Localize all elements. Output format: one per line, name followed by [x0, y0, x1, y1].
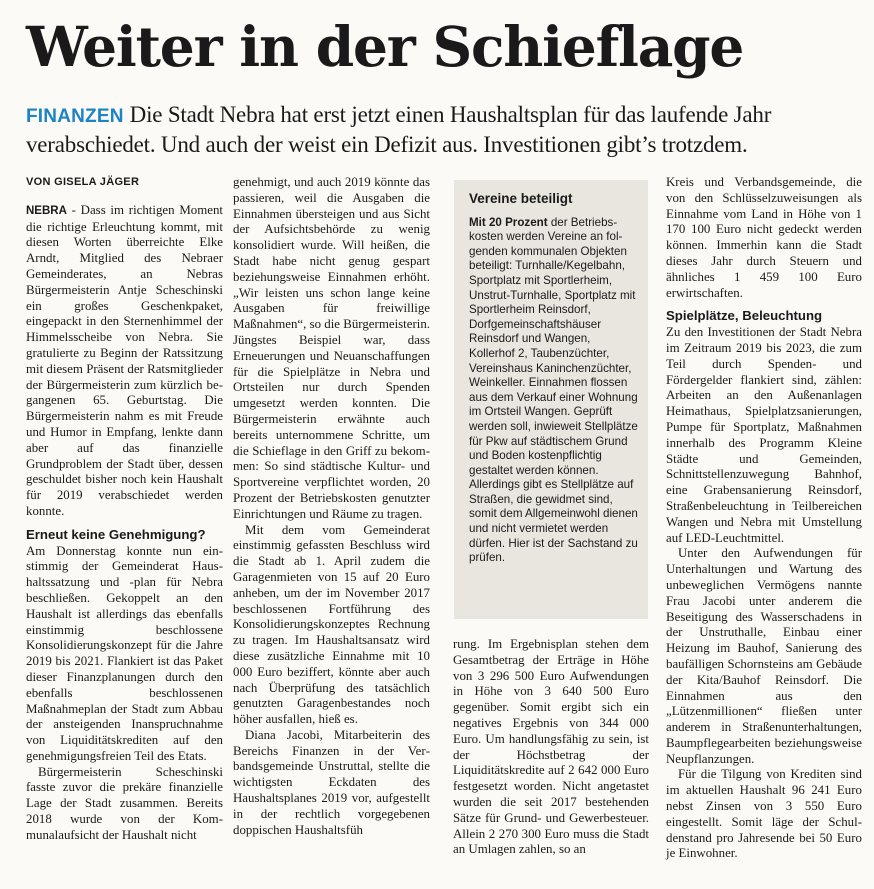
paragraph: Bürgermeisterin Scheschinski fasste zuvor die prekäre finanzielle Lage der Stadt zusammen. Bereits 2018 wurde von der Kommunalaufsicht der Haushalt nicht [26, 764, 223, 842]
info-box-title: Vereine beteiligt [469, 191, 573, 206]
paragraph: Für die Tilgung von Krediten sind im aktuellen Haushalt 96 241 Euro nebst Zinsen von 3 550 Euro eingestellt. Somit läge der Schuldenstand pro Jahresende bei 50 Euro je Einwohner. [666, 767, 862, 861]
info-box-text [469, 216, 638, 566]
column-3 [453, 637, 649, 858]
paragraph: genehmigt, und auch 2019 könnte das passieren, weil die Ausgaben die Einnahmen übersteigen und aus Sicht der Aufsichtsbehörde zu wenig konsolidiert wurde. Will heißen, die Stadt habe nicht genug gespart beziehungsweise Einnahmen erhöht. „Wir leisten uns schon lange keine Ausgaben für freiwillige Maßnahmen“, so die Bürgermeisterin. Jüngstes Beispiel war, dass Erneuerungen und Neuanschaffungen für die Spielplätze in Nebra und Ortsteilen nur durch Spenden umgesetzt werden konnten. Die Bürgermeisterin erwähnte auch bereits unternommene Schritte, um die Schieflage in den Griff zu bekommen: So sind städtische Kultur- und Sportvereine verpflichtet worden, 20 Prozent der Betriebskosten genutzter Einrichtungen und Räume zu tragen. [233, 175, 431, 521]
headline: Weiter in der Schieflage [26, 14, 744, 79]
info-box-lead: Mit 20 Prozent [469, 215, 548, 229]
paragraph: Kreis und Verbandsgemeinde, die von den Schlüsselzuweisungen als Einnahme vom Land in Höhe von 1 170 100 Euro nicht gedeckt werden können. Immerhin kann die Stadt dieses Jahr durch Steuern und ähnliches 1 459 100 Euro erwirtschaften. [666, 175, 862, 300]
info-box-body: der Betriebskosten werden Vereine an folgenden kommunalen Objekten beteiligt: Turnhalle/Kegelbahn, Sportplatz mit Sportlerheim, Unstrut-Turnhalle, Sportplatz mit Sportlerheim Reinsdorf, Dorfgemeinschaftshäuser Reinsdorf und Wangen, Kollerhof 2, Taubenzüchter, Vereinshaus Kaninchenzüchter, Weinkeller. Einnahmen flossen aus dem Verkauf einer Wohnung im Ortsteil Wangen. Geprüft werden soll, inwieweit Stellplätze für Pkw auf städtischem Grund und Boden kostenpflichtig gestaltet werden können. Allerdings gibt es Stellplätze auf Straßen, die gewidmet sind, somit dem Allgemeinwohl dienen und nicht vermietet werden dürfen. Hier ist der Sachstand zu prüfen. [469, 215, 638, 565]
column-4 [666, 175, 862, 862]
rubric-label: FINANZEN [26, 106, 124, 127]
paragraph [26, 203, 223, 520]
column-2 [233, 175, 430, 838]
paragraph: Mit dem vom Gemeinderat einstimmig gefassten Beschluss wird die Stadt ab 1. April zudem die Garagenmieten von 15 auf 20 Euro anheben, um der im November 2017 beschlossenen Fortführung des Konsolidierungskonzeptes Rechnung zu tragen. Im Haushaltsansatz wird diese zusätzliche Einnahme mit 10 000 Euro beziffert, könnte aber auch nach Überprüfung des tatsächlich genutzten Garagenbestandes noch höher ausfallen, hieß es. [233, 522, 430, 727]
subhead: Spielplätze, Beleuchtung [666, 308, 823, 324]
deck-text: Die Stadt Nebra hat erst jetzt einen Haushaltsplan für das laufende Jahr verabschiedet. Und auch der weist ein Defizit aus. Investitionen gibt’s trotzdem. [26, 102, 772, 157]
paragraph: Unter den Aufwendungen für Unterhaltungen und Wartung des unbeweglichen Vermögens nannte Frau Jacobi unter anderem die Beseitigung des Wasserschadens in der Unstruthalle, Einbau einer Heizung im Bauhof, Sanierung des baufälligen Schornsteins am Gebäude der Kita/Bauhof Reinsdorf. Die Einnahmen aus den „Lützenmillionen“ fließen unter anderem in Straßenunterhaltungen, Baumpflegearbeiten beziehungsweise Neupflanzungen. [666, 546, 862, 766]
subhead: Erneut keine Genehmigung? [26, 526, 206, 542]
byline: VON GISELA JÄGER [26, 176, 140, 188]
paragraph: Diana Jacobi, Mitarbeiterin des Bereichs Finanzen in der Verbandsgemeinde Unstruttal, stellte die wichtigsten Eckdaten des Haushaltsplanes 2019 vor, aufgestellt in der rechtlich vorgegebenen doppischen Haushaltsfüh [233, 727, 430, 837]
paragraph-text: - Dass im richtigen Moment die richtige Erleuchtung kommt, mit diesen Worten überreichte Elke Arndt, Mitglied des Nebraer Gemeinderates, an Nebras Bürgermeisterin Antje Scheschinski ein großes Geschenkpaket, eingepackt in den Sternenhimmel der Himmelsscheibe von Nebra. Sie gratulierte zu Beginn der Ratssitzung mit diesem Präsent der Ratsmitglieder der Bürgermeisterin zum kürzlich begangenen 65. Geburtstag. Die Bürgermeisterin nahm es mit Freude und Humor in Empfang, lenkte dann aber auf das finanzielle Grundproblem der Stadt über, dessen geschuldet bisher noch kein Haushalt für 2019 verabschiedet werden konnte. [26, 202, 223, 518]
paragraph: Am Donnerstag konnte nun einstimmig der Gemeinderat Haushaltssatzung und -plan für Nebra beschließen. Gekoppelt an den Haushalt ist allerdings das ebenfalls einstimmig beschlossene Konsolidierungskonzept für die Jahre 2019 bis 2021. Flankiert ist das Paket dieser Finanzplanungen durch den ebenfalls beschlossenen Maßnahmeplan der Stadt zum Abbau der ansteigenden Inanspruchnahme von Liquiditätskrediten auf den genehmigungsfreien Teil des Etats. [26, 543, 223, 763]
paragraph: rung. Im Ergebnisplan stehen dem Gesamtbetrag der Erträge in Höhe von 3 296 500 Euro Aufwendungen in Höhe von 3 640 500 Euro gegenüber. Somit ergibt sich ein negatives Ergebnis von 344 000 Euro. Um handlungsfähig zu sein, ist der Höchstbetrag der Liquiditätskredite auf 2 642 000 Euro festgesetzt worden. Nicht angetastet wurden die seit 2017 bestehenden Sätze für Grund- und Gewerbesteuer. Allein 2 270 300 Euro muss die Stadt an Umlagen zahlen, so an [453, 637, 649, 857]
deck [26, 101, 856, 159]
paragraph: Zu den Investitionen der Stadt Nebra im Zeitraum 2019 bis 2023, die zum Teil durch Spenden- und Fördergelder flankiert sind, zählen: Arbeiten an den Außenanlagen Heimathaus, Spielplatzsanierungen, Pumpe für Sportplatz, Maßnahmen innerhalb des Programm Kleine Städte und Gemeinden, Schnittstellenzuwegung Bahnhof, eine Grabensanierung Reinsdorf, Straßenbeleuchtung in Teilbereichen Wangen und Nebra mit Umstellung auf LED-Leuchtmittel. [666, 325, 862, 545]
dateline: NEBRA [26, 204, 67, 217]
column-1 [26, 175, 223, 844]
info-box [454, 180, 648, 619]
